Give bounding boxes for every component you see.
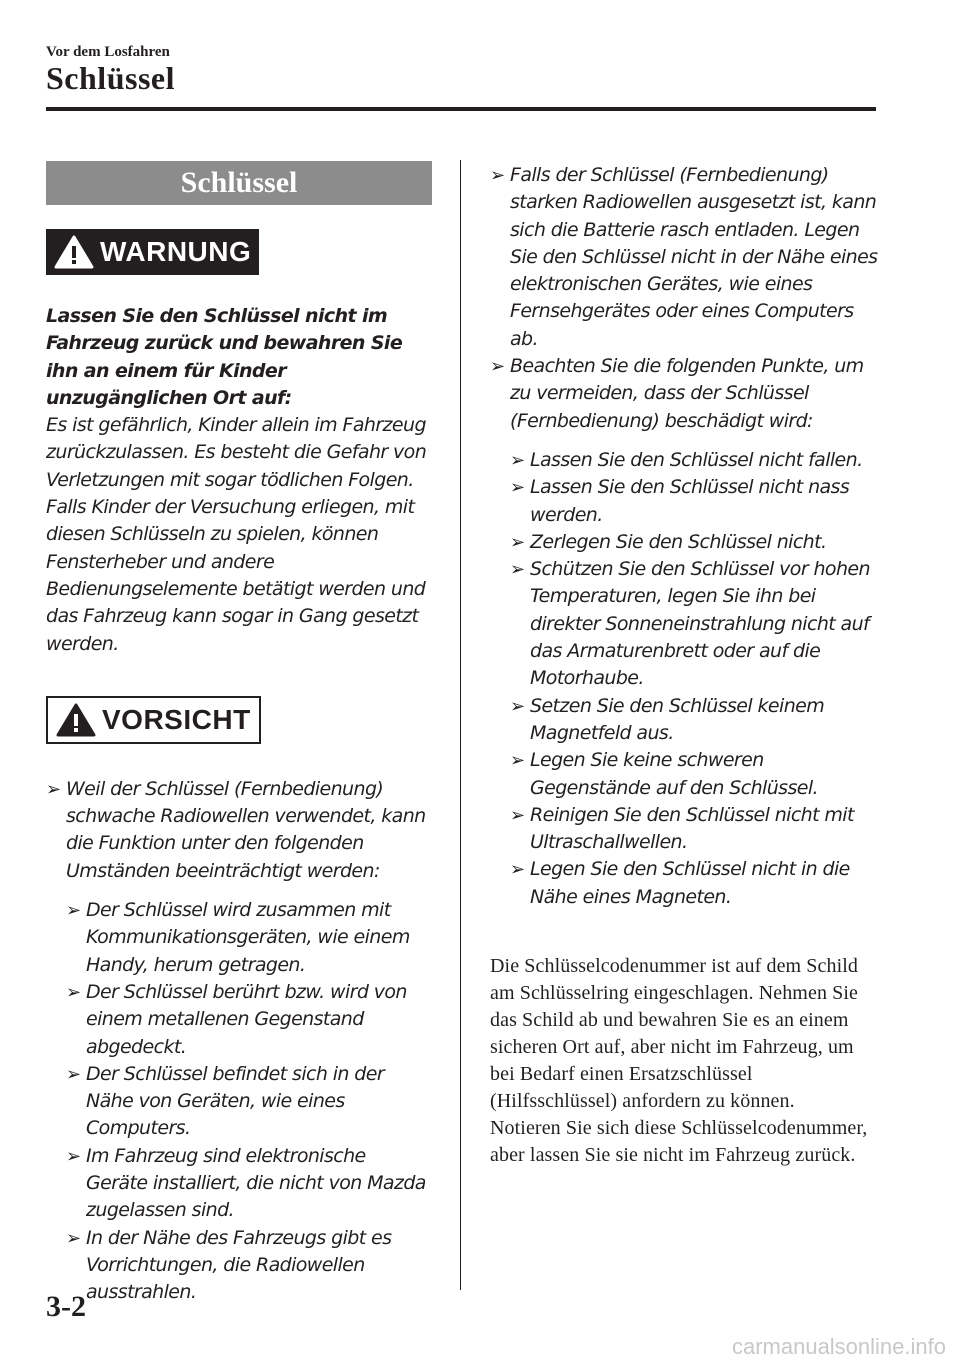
sub-list: [510, 447, 880, 911]
list-item: [490, 162, 880, 353]
right-column: [490, 162, 880, 1169]
list-item: [66, 1225, 432, 1307]
list-item-text: Legen Sie den Schlüssel nicht in die Nähe eines Magneten.: [530, 858, 850, 908]
list-item-text: Lassen Sie den Schlüssel nicht fallen.: [530, 448, 863, 471]
list-item-text: Der Schlüssel wird zusammen mit Kommunikationsgeräten, wie einem Handy, herum getragen.: [86, 899, 410, 976]
list-item: [510, 693, 880, 748]
warnung-heading: Lassen Sie den Schlüssel nicht im Fahrzeug zurück und bewahren Sie ihn an einem für Kinder unzugänglichen Ort auf:: [46, 305, 403, 409]
warnung-label: WARNUNG: [100, 236, 252, 267]
list-item: [46, 776, 432, 885]
list-item-text: Weil der Schlüssel (Fernbedienung) schwache Radiowellen verwendet, kann die Funktion unter den folgenden Umständen beeinträchtigt werden:: [66, 777, 426, 882]
bullet-arrow-icon: ➢: [66, 981, 81, 1003]
bullet-arrow-icon: ➢: [510, 531, 525, 553]
body-paragraph: Notieren Sie sich diese Schlüsselcodenummer, aber lassen Sie sie nicht im Fahrzeug zurück.: [490, 1117, 868, 1167]
list-item-text: Setzen Sie den Schlüssel keinem Magnetfeld aus.: [530, 694, 825, 744]
list-item: [66, 979, 432, 1061]
bullet-arrow-icon: ➢: [510, 695, 525, 717]
list-item-text: Falls der Schlüssel (Fernbedienung) starken Radiowellen ausgesetzt ist, kann sich die Batterie rasch entladen. Legen Sie den Schlüssel nicht in der Nähe eines elektronischen Gerätes, wie eines Fernsehgerätes oder eines Computers ab.: [510, 164, 878, 350]
warnung-box: [46, 229, 259, 275]
list-item-text: Der Schlüssel befindet sich in der Nähe von Geräten, wie eines Computers.: [86, 1062, 385, 1140]
list-item: [510, 802, 880, 857]
bullet-arrow-icon: ➢: [66, 900, 81, 922]
list-item: [66, 1143, 432, 1225]
bullet-arrow-icon: ➢: [490, 356, 505, 378]
list-item: [490, 353, 880, 435]
list-item: [510, 447, 880, 474]
list-item-text: Reinigen Sie den Schlüssel nicht mit Ultraschallwellen.: [530, 803, 854, 854]
list-item: [66, 1061, 432, 1143]
sub-list: [66, 897, 432, 1306]
list-item-text: Der Schlüssel berührt bzw. wird von einem metallenen Gegenstand abgedeckt.: [86, 980, 407, 1058]
bullet-arrow-icon: ➢: [490, 165, 505, 186]
list-item: [510, 474, 880, 529]
column-divider: [460, 160, 461, 1290]
watermark: carmanualsonline.info: [731, 1334, 946, 1359]
bullet-arrow-icon: ➢: [66, 1063, 81, 1085]
bullet-arrow-icon: ➢: [510, 477, 525, 499]
left-column: [46, 161, 432, 1307]
list-item: [510, 556, 880, 692]
list-item-text: Beachten Sie die folgenden Punkte, um zu vermeiden, dass der Schlüssel (Fernbedienung) beschädigt wird:: [510, 355, 864, 432]
bullet-arrow-icon: ➢: [66, 1227, 81, 1249]
list-item-text: Zerlegen Sie den Schlüssel nicht.: [530, 530, 827, 553]
list-item: [66, 897, 432, 979]
list-item-text: Legen Sie keine schweren Gegenstände auf den Schlüssel.: [530, 749, 818, 799]
list-item-text: In der Nähe des Fahrzeugs gibt es Vorrichtungen, die Radiowellen ausstrahlen.: [86, 1226, 392, 1304]
bullet-arrow-icon: ➢: [510, 559, 525, 581]
header-rule: [46, 107, 876, 111]
chapter-label: Vor dem Losfahren: [46, 44, 170, 60]
bullet-arrow-icon: ➢: [510, 804, 525, 826]
section-heading: Schlüssel: [46, 60, 175, 96]
warning-triangle-icon: [56, 703, 96, 737]
vorsicht-label: VORSICHT: [102, 703, 251, 735]
list-item-text: Im Fahrzeug sind elektronische Geräte installiert, die nicht von Mazda zugelassen sind.: [86, 1144, 426, 1222]
list-item-text: Lassen Sie den Schlüssel nicht nass werden.: [530, 476, 850, 526]
bullet-arrow-icon: ➢: [510, 449, 525, 471]
title-band: Schlüssel: [46, 161, 432, 205]
page-number: 3-2: [46, 1290, 86, 1323]
warning-triangle-icon: [54, 235, 94, 269]
list-item: [510, 856, 880, 911]
list-item-text: Schützen Sie den Schlüssel vor hohen Temperaturen, legen Sie ihn bei direkter Sonneneinstrahlung nicht auf das Armaturenbrett oder auf die Motorhaube.: [530, 558, 870, 690]
list-item: [510, 747, 880, 802]
warnung-body: Es ist gefährlich, Kinder allein im Fahrzeug zurückzulassen. Es besteht die Gefahr von Verletzungen mit sogar tödlichen Folgen. Falls Kinder der Versuchung erliegen, mit diesen Schlüsseln zu spielen, können Fensterheber und andere Bedienungselemente betätigt werden und das Fahrzeug kann sogar in Gang gesetzt werden.: [46, 414, 427, 655]
bullet-arrow-icon: ➢: [510, 859, 525, 881]
list-item: [510, 529, 880, 556]
body-paragraph: Die Schlüsselcodenummer ist auf dem Schild am Schlüsselring eingeschlagen. Nehmen Sie das Schild ab und bewahren Sie es an einem sicheren Ort auf, aber nicht im Fahrzeug, um bei Bedarf einen Ersatzschlüssel (Hilfsschlüssel) anfordern zu können.: [490, 955, 859, 1113]
vorsicht-box: [46, 696, 261, 744]
bullet-arrow-icon: ➢: [510, 750, 525, 772]
bullet-arrow-icon: ➢: [46, 778, 61, 800]
bullet-arrow-icon: ➢: [66, 1145, 81, 1167]
